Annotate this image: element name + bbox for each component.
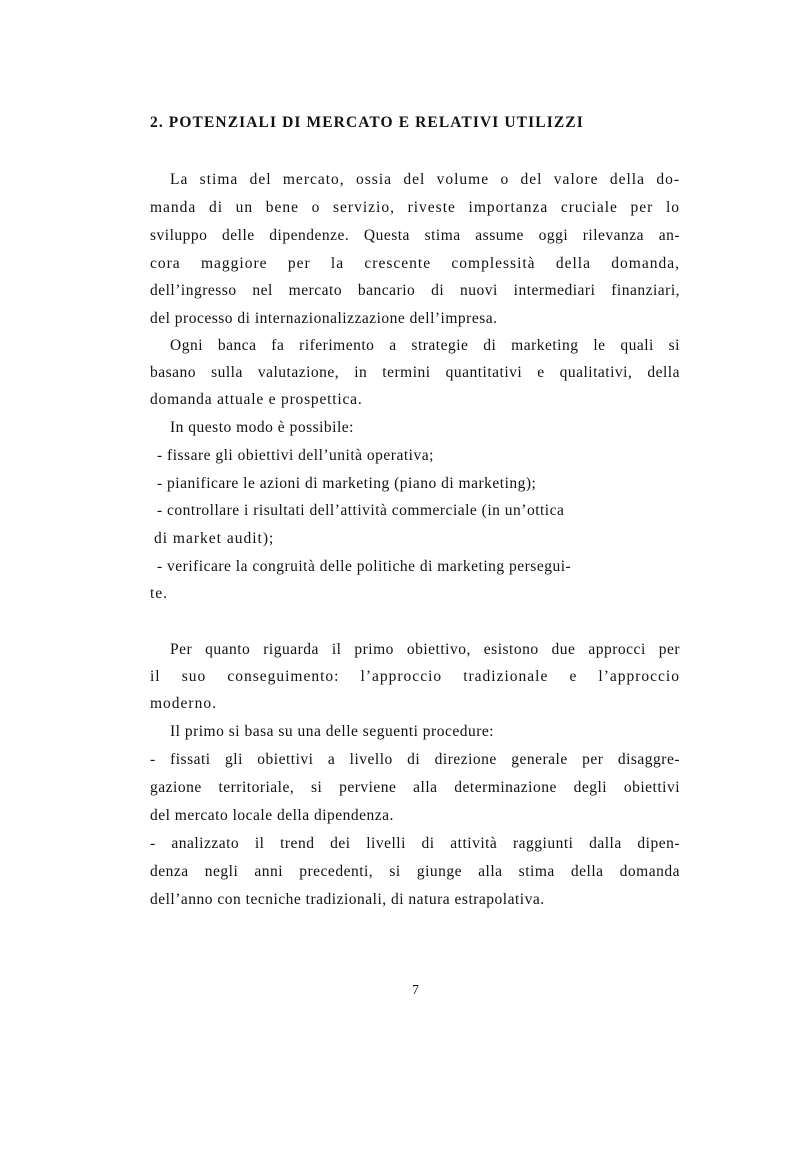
list-item: - pianificare le azioni di marketing (piano di marketing); (157, 475, 537, 492)
paragraph-line: Per quanto riguarda il primo obiettivo, esistono due approcci per (170, 641, 680, 658)
paragraph-line: dell’ingresso nel mercato bancario di nuovi intermediari finanziari, (150, 282, 680, 299)
paragraph-line: il suo conseguimento: l’approccio tradizionale e l’approccio (150, 668, 680, 685)
section-heading: 2. POTENZIALI DI MERCATO E RELATIVI UTILIZZI (150, 114, 584, 131)
paragraph-line: domanda attuale e prospettica. (150, 391, 363, 408)
paragraph-line: sviluppo delle dipendenze. Questa stima assume oggi rilevanza an- (150, 227, 680, 244)
paragraph-line: Ogni banca fa riferimento a strategie di marketing le quali si (170, 337, 680, 354)
paragraph-line: La stima del mercato, ossia del volume o del valore della do- (170, 171, 680, 188)
list-item-continuation: gazione territoriale, si perviene alla determinazione degli obiettivi (150, 779, 680, 796)
paragraph-line: cora maggiore per la crescente complessità della domanda, (150, 255, 680, 272)
list-item-continuation: te. (150, 585, 169, 602)
list-item-continuation: di market audit); (154, 530, 275, 547)
list-item: - fissati gli obiettivi a livello di direzione generale per disaggre- (150, 751, 680, 768)
list-item: - analizzato il trend dei livelli di attività raggiunti dalla dipen- (150, 835, 680, 852)
list-item-continuation: dell’anno con tecniche tradizionali, di natura estrapolativa. (150, 891, 545, 908)
list-item: - controllare i risultati dell’attività commerciale (in un’ottica (157, 502, 565, 519)
list-item-continuation: denza negli anni precedenti, si giunge alla stima della domanda (150, 863, 680, 880)
paragraph-line: Il primo si basa su una delle seguenti procedure: (170, 723, 495, 740)
list-item: - fissare gli obiettivi dell’unità operativa; (157, 447, 434, 464)
paragraph-line: basano sulla valutazione, in termini quantitativi e qualitativi, della (150, 364, 680, 381)
paragraph-line: moderno. (150, 695, 217, 712)
paragraph-line: del processo di internazionalizzazione dell’impresa. (150, 310, 498, 327)
list-item: - verificare la congruità delle politiche di marketing persegui- (157, 558, 572, 575)
list-item-continuation: del mercato locale della dipendenza. (150, 807, 394, 824)
paragraph-line: manda di un bene o servizio, riveste importanza cruciale per lo (150, 199, 680, 216)
page-number: 7 (412, 983, 419, 998)
paragraph-line: In questo modo è possibile: (170, 419, 354, 436)
